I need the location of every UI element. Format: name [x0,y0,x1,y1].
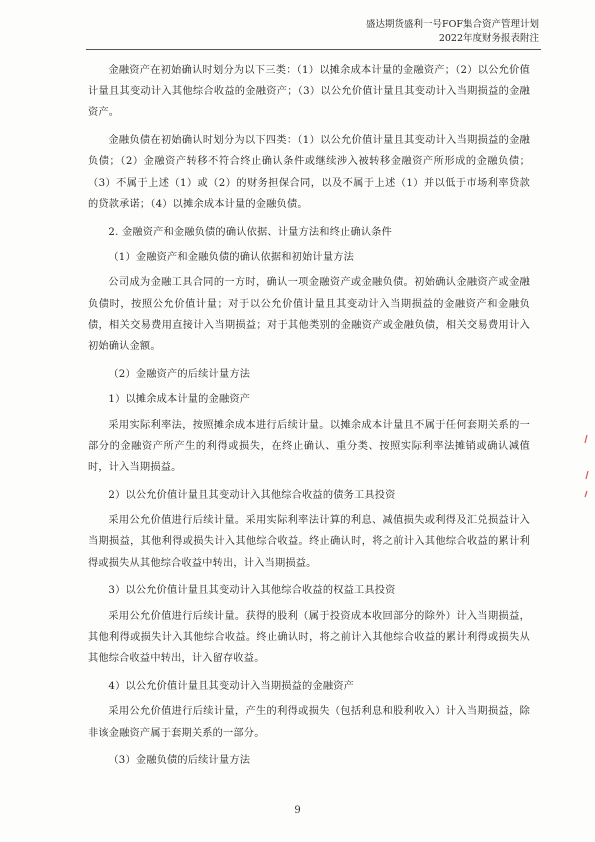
subheading-2: （2）金融资产的后续计量方法 [108,368,251,380]
paragraph-asset-classification: 金融资产在初始确认时划分为以下三类：（1）以摊余成本计量的金融资产；（2）以公允价值计量且其变动计入其他综合收益的金融资产；（3）以公允价值计量且其变动计入当期损益的金融资产。 [88,65,530,119]
paragraph-debt-instruments: 采用公允价值进行后续计量。采用实际利率法计算的利息、减值损失或利得及汇兑损益计入当期损益，其他利得或损失计入其他综合收益。终止确认时，将之前计入其他综合收益的累计利得或损失从其他综合收益中转出，计入当期损益。 [88,515,530,569]
paragraph-liability-classification: 金融负债在初始确认时划分为以下四类：（1）以公允价值计量且其变动计入当期损益的金融负债；（2）金融资产转移不符合终止确认条件或继续涉入被转移金融资产所形成的金融负债；（3）不属于上述（1）或（2）的财务担保合同，以及不属于上述（1）并以低于市场利率贷款的贷款承诺；（4）以摊余成本计量的金融负债。 [88,135,530,210]
header-plan-name: 盛达期货盛利一号FOF集合资产管理计划 [366,19,539,30]
section-heading-2: 2. 金融资产和金融负债的确认依据、计量方法和终止确认条件 [108,226,393,238]
margin-stamp-marks [581,433,591,533]
paragraph-initial-recognition: 公司成为金融工具合同的一方时，确认一项金融资产或金融负债。初始确认金融资产或金融负债时，按照公允价值计量；对于以公允价值计量且其变动计入当期损益的金融资产和金融负债，相关交易费用直接计入当期损益；对于其他类别的金融资产或金融负债，相关交易费用计入初始确认金额。 [88,277,530,352]
paragraph-equity-instruments: 采用公允价值进行后续计量。获得的股利（属于投资成本收回部分的除外）计入当期损益，其他利得或损失计入其他综合收益。终止确认时，将之前计入其他综合收益的累计利得或损失从其他综合收益中转出，计入留存收益。 [88,610,530,665]
item-heading-2: 2）以公允价值计量且其变动计入其他综合收益的债务工具投资 [108,489,396,501]
document-body [88,60,530,776]
page-number: 9 [294,805,301,816]
paragraph-amortized-cost: 采用实际利率法，按照摊余成本进行后续计量。以摊余成本计量且不属于任何套期关系的一部分的金融资产所产生的利得或损失，在终止确认、重分类、按照实际利率法摊销或确认减值时，计入当期损益。 [88,419,530,473]
item-heading-4: 4）以公允价值计量且其变动计入当期损益的金融资产 [108,680,354,692]
header-report-title: 2022年度财务报表附注 [438,33,539,44]
header-divider [86,49,541,50]
item-heading-3: 3）以公允价值计量且其变动计入其他综合收益的权益工具投资 [108,585,396,597]
subheading-3: （3）金融负债的后续计量方法 [108,755,251,767]
item-heading-1: 1）以摊余成本计量的金融资产 [108,394,251,406]
subheading-1: （1）金融资产和金融负债的确认依据和初始计量方法 [108,252,354,263]
paragraph-fvtpl: 采用公允价值进行后续计量，产生的利得或损失（包括利息和股利收入）计入当期损益，除非该金融资产属于套期关系的一部分。 [88,706,530,739]
page-header [366,18,539,46]
